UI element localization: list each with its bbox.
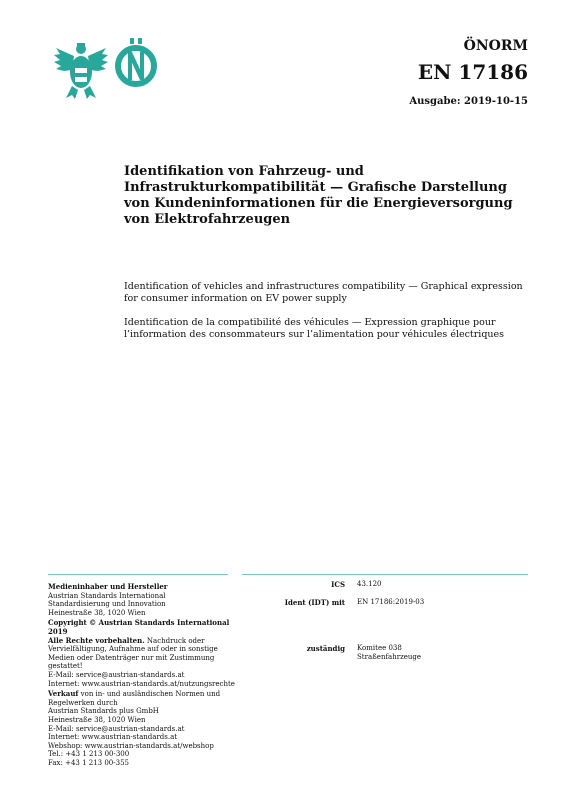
on-logo-icon: [114, 38, 158, 88]
owner-line: Heinestraße 38, 1020 Wien: [48, 608, 146, 617]
copyright-heading: Copyright © Austrian Standards International 2019: [48, 618, 230, 636]
sales-line: Webshop: www.austrian-standards.at/webshop: [48, 741, 214, 750]
committee-line: Straßenfahrzeuge: [357, 653, 422, 661]
committee-line: Komitee 038: [357, 644, 402, 652]
sales-line: Fax: +43 1 213 00-355: [48, 758, 129, 767]
publisher-owner: [48, 583, 238, 617]
ics-label: ICS: [331, 580, 345, 589]
owner-line: Austrian Standards International: [48, 591, 166, 600]
sales-line: Austrian Standards plus GmbH: [48, 707, 159, 716]
sales-line: E-Mail: service@austrian-standards.at: [48, 724, 185, 733]
sales-text: von in- und ausländischen Normen und Regelwerken durch: [48, 690, 221, 707]
austrian-eagle-emblem-icon: [52, 40, 110, 100]
divider-left: [48, 574, 228, 575]
sales-bold: Verkauf: [48, 689, 79, 699]
standard-label: ÖNORM: [463, 38, 528, 54]
rights-bold: Alle Rechte vorbehalten.: [48, 635, 145, 645]
ident-value: EN 17186:2019-03: [357, 598, 425, 606]
publisher-sales: [48, 690, 238, 767]
rights-text: Nachdruck oder Vervielfältigung, Aufnahme auf oder in sonstige Medien oder Datenträger nur mit Zustimmung gestattet!: [48, 636, 218, 671]
ics-value: 43.120: [357, 580, 382, 588]
contact-email: E-Mail: service@austrian-standards.at: [48, 670, 185, 679]
title-french: Identification de la compatibilité des véhicules — Expression graphique pour l’information des consommateurs sur l’alimentation pour véhicules électriques: [124, 317, 505, 340]
title-english: Identification of vehicles and infrastructures compatibility — Graphical expression for consumer information on EV power supply: [124, 281, 523, 304]
sales-line: Tel.: +43 1 213 00-300: [48, 750, 130, 759]
divider-right: [242, 574, 528, 575]
owner-line: Standardisierung und Innovation: [48, 600, 166, 609]
standard-number: EN 17186: [417, 60, 528, 84]
publisher-block: [48, 583, 238, 769]
issue-date: Ausgabe: 2019-10-15: [409, 96, 528, 107]
ident-label: Ident (IDT) mit: [284, 598, 345, 607]
zustandig-label: zuständig: [306, 644, 345, 653]
sales-line: Internet: www.austrian-standards.at: [48, 733, 178, 742]
owner-heading: Medieninhaber und Hersteller: [48, 582, 168, 591]
publisher-copyright: [48, 619, 238, 688]
sales-line: Heinestraße 38, 1020 Wien: [48, 715, 146, 724]
title-german: Identifikation von Fahrzeug- und Infrastrukturkompatibilität — Grafische Darstellung von Kundeninformationen für die Energieversorgung von Elektrofahrzeugen: [124, 164, 513, 227]
contact-internet: Internet: www.austrian-standards.at/nutzungsrechte: [48, 679, 235, 688]
zustandig-value: [357, 644, 421, 662]
